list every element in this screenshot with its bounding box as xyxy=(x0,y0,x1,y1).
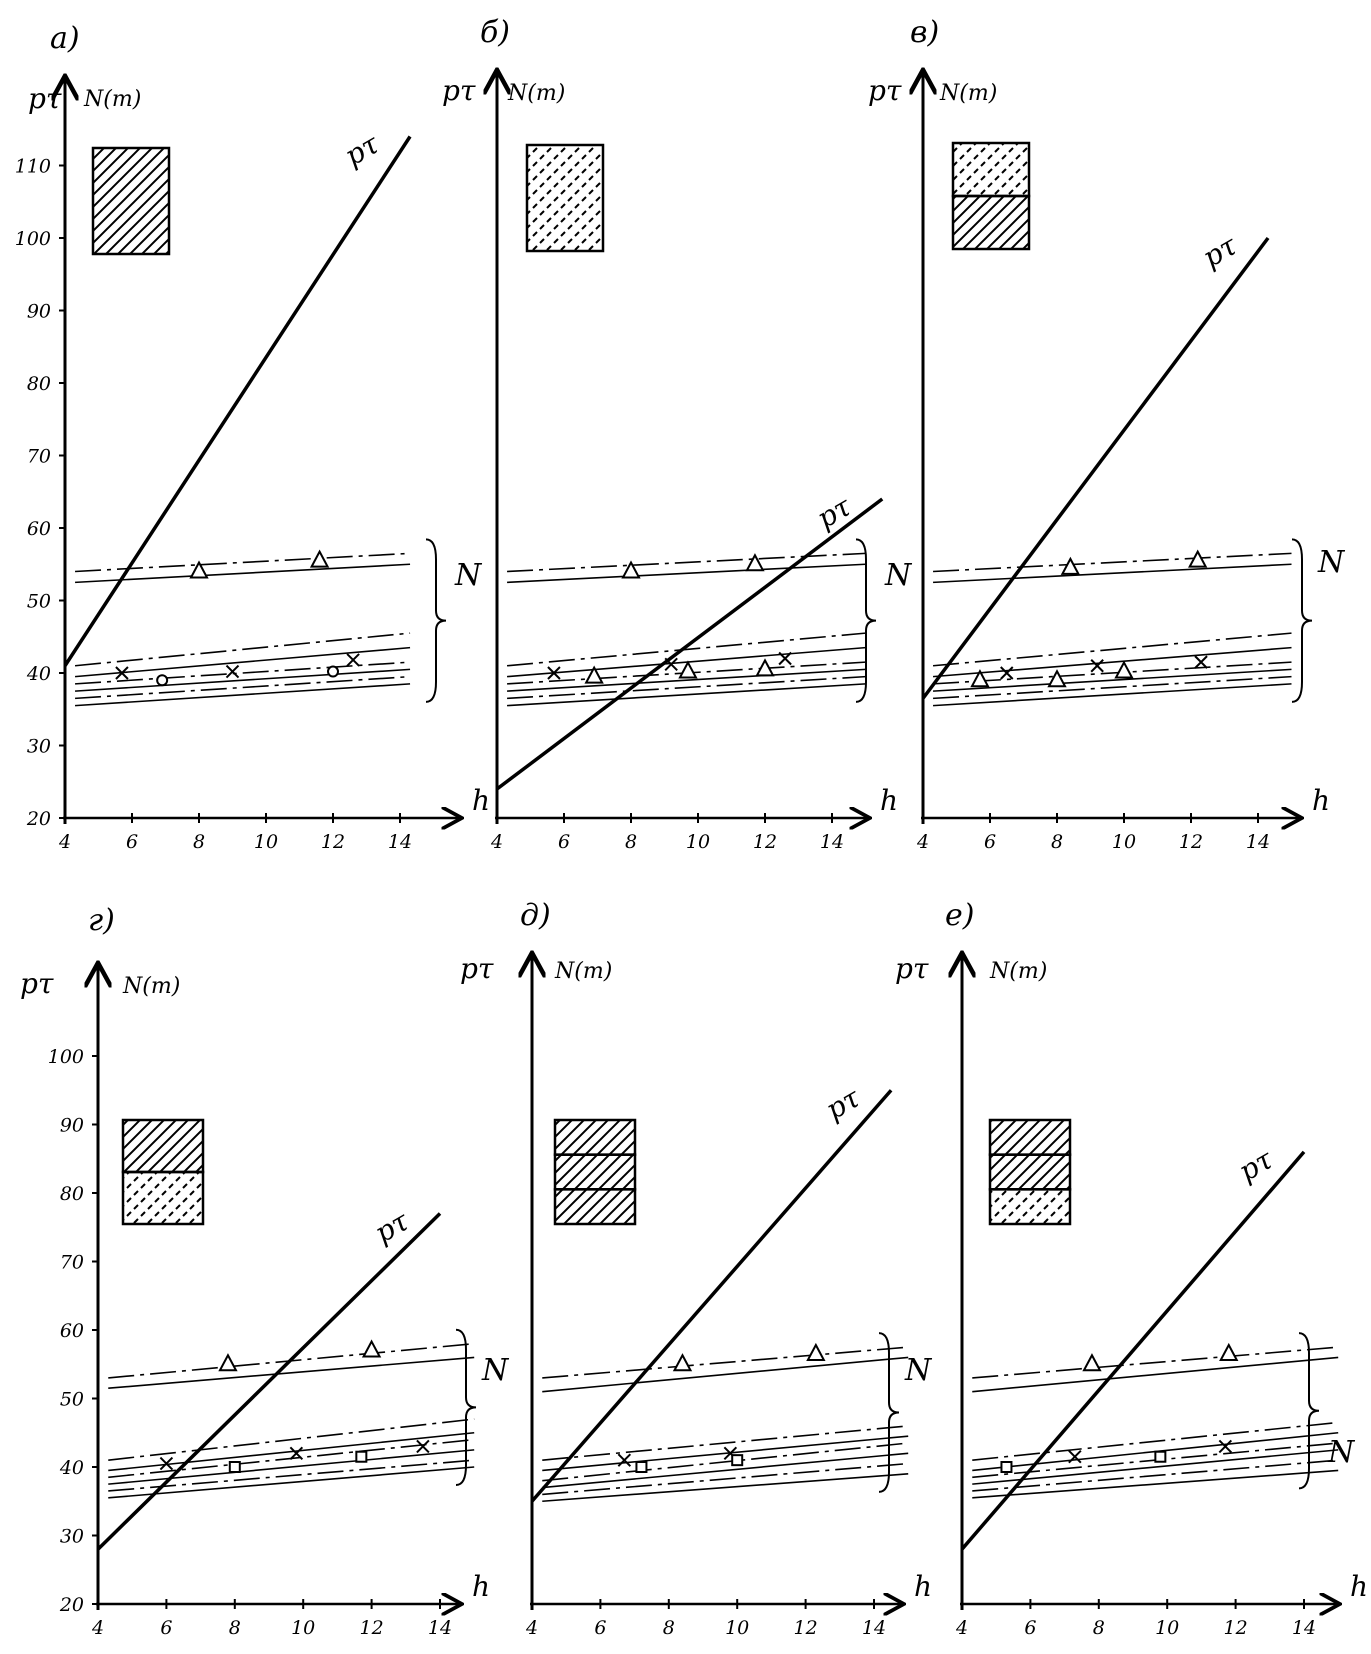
x-tick-label: 10 xyxy=(685,831,711,853)
x-tick-label: 8 xyxy=(228,1617,241,1639)
n-band-line xyxy=(933,553,1291,571)
legend-box xyxy=(123,1120,203,1224)
marker-triangle xyxy=(747,555,763,570)
y-axis-title-primary: pτ xyxy=(460,952,494,985)
x-axis-title: h xyxy=(1312,784,1331,817)
panel-2 xyxy=(442,15,913,853)
legend-band-dash xyxy=(123,1172,203,1224)
legend-band-dash xyxy=(527,145,603,251)
x-tick-label: 12 xyxy=(793,1617,818,1639)
y-tick-label: 90 xyxy=(59,1114,84,1137)
marker-triangle xyxy=(364,1342,380,1357)
legend-band-hatch xyxy=(990,1155,1070,1190)
marker-triangle xyxy=(674,1355,690,1370)
panel-3 xyxy=(868,15,1346,853)
x-tick-label: 8 xyxy=(192,831,206,853)
x-tick-label: 12 xyxy=(752,831,778,853)
y-axis-title-secondary: N(т) xyxy=(940,81,998,106)
y-tick-label: 100 xyxy=(47,1046,84,1068)
marker-cross xyxy=(1001,667,1013,679)
marker-triangle xyxy=(680,663,696,678)
y-tick-label: 80 xyxy=(26,373,51,395)
n-band-line xyxy=(75,633,410,666)
x-axis-title: h xyxy=(472,784,491,817)
p-tau-label: pτ xyxy=(811,489,857,536)
p-tau-line xyxy=(98,1214,440,1550)
y-tick-label: 40 xyxy=(26,663,51,685)
n-brace xyxy=(1299,1333,1319,1488)
panel-label: е) xyxy=(945,898,975,933)
legend-band-hatch xyxy=(555,1120,635,1155)
marker-square xyxy=(732,1455,742,1465)
n-brace xyxy=(426,539,446,702)
marker-triangle xyxy=(1062,559,1078,574)
n-band-label: N xyxy=(905,1353,932,1388)
legend-band-hatch xyxy=(93,148,169,254)
x-tick-label: 4 xyxy=(490,831,504,853)
legend-box xyxy=(953,143,1029,249)
n-band-line xyxy=(542,1464,908,1495)
marker-square xyxy=(230,1462,240,1472)
n-band-label: N xyxy=(455,558,482,593)
panel-label: б) xyxy=(480,15,511,50)
legend-band-dash xyxy=(953,143,1029,196)
y-tick-label: 50 xyxy=(26,590,51,613)
n-band-line xyxy=(542,1436,908,1470)
x-tick-label: 14 xyxy=(427,1617,453,1639)
x-tick-label: 8 xyxy=(624,831,638,853)
n-band-line xyxy=(933,564,1291,582)
marker-cross xyxy=(1069,1451,1081,1463)
panel-label: г) xyxy=(88,903,115,938)
n-band-line xyxy=(108,1419,474,1460)
x-axis-title: h xyxy=(914,1570,933,1603)
x-tick-label: 14 xyxy=(1291,1617,1317,1639)
p-tau-label: pτ xyxy=(820,1081,866,1127)
x-tick-label: 6 xyxy=(557,831,571,853)
x-tick-label: 6 xyxy=(983,831,997,853)
marker-triangle xyxy=(808,1345,824,1360)
x-tick-label: 12 xyxy=(320,831,346,853)
legend-band-hatch xyxy=(555,1155,635,1190)
x-tick-label: 6 xyxy=(160,1617,173,1639)
y-axis-title-primary: pτ xyxy=(895,952,929,985)
y-axis-title-secondary: N(т) xyxy=(555,959,613,984)
marker-cross xyxy=(1219,1440,1231,1452)
n-band-label: N xyxy=(1318,545,1345,580)
x-tick-label: 4 xyxy=(91,1617,105,1639)
marker-cross xyxy=(227,666,239,678)
y-tick-label: 60 xyxy=(59,1320,84,1342)
marker-triangle xyxy=(1116,663,1132,678)
x-tick-label: 14 xyxy=(1245,831,1271,853)
marker-cross xyxy=(1091,660,1103,672)
y-tick-label: 30 xyxy=(26,735,51,758)
x-tick-label: 14 xyxy=(819,831,845,853)
marker-triangle xyxy=(1221,1345,1237,1360)
n-brace xyxy=(879,1333,899,1492)
x-tick-label: 8 xyxy=(1092,1617,1105,1639)
panel-6 xyxy=(895,898,1368,1639)
legend-box xyxy=(990,1120,1070,1224)
x-tick-label: 10 xyxy=(253,831,279,853)
marker-cross xyxy=(618,1454,630,1466)
marker-triangle xyxy=(1049,671,1065,686)
marker-cross xyxy=(417,1440,429,1452)
x-tick-label: 4 xyxy=(525,1617,539,1639)
panel-4 xyxy=(20,903,510,1639)
panel-label: в) xyxy=(910,15,940,50)
y-axis-title-primary: pτ xyxy=(868,74,902,107)
x-tick-label: 12 xyxy=(1178,831,1204,853)
y-axis-title-primary: pτ xyxy=(442,74,476,107)
marker-square xyxy=(356,1452,366,1462)
legend-band-hatch xyxy=(953,196,1029,249)
x-tick-label: 14 xyxy=(387,831,413,853)
y-tick-label: 20 xyxy=(59,1594,84,1616)
y-axis-title-secondary: N(т) xyxy=(84,87,142,112)
y-axis-title-secondary: N(т) xyxy=(990,959,1048,984)
x-tick-label: 8 xyxy=(1050,831,1064,853)
y-tick-label: 100 xyxy=(14,228,51,250)
y-tick-label: 90 xyxy=(26,300,51,323)
n-band-line xyxy=(542,1474,908,1501)
legend-band-hatch xyxy=(555,1189,635,1224)
p-tau-label: pτ xyxy=(339,127,385,173)
n-band-line xyxy=(507,633,865,666)
marker-square xyxy=(1155,1452,1165,1462)
x-tick-label: 12 xyxy=(359,1617,384,1639)
x-axis-title: h xyxy=(1350,1570,1369,1603)
x-tick-label: 12 xyxy=(1223,1617,1248,1639)
marker-circle xyxy=(328,667,338,677)
y-axis-title-primary: pτ xyxy=(20,967,54,1000)
x-tick-label: 10 xyxy=(725,1617,750,1639)
y-tick-label: 70 xyxy=(59,1251,84,1274)
y-tick-label: 30 xyxy=(59,1525,84,1548)
legend-box xyxy=(555,1120,635,1224)
x-tick-label: 4 xyxy=(916,831,930,853)
panel-5 xyxy=(460,898,933,1639)
n-band-label: N xyxy=(1328,1435,1355,1470)
marker-cross xyxy=(347,654,359,666)
marker-cross xyxy=(1195,656,1207,668)
y-tick-label: 70 xyxy=(26,445,51,468)
x-axis-title: h xyxy=(472,1570,491,1603)
legend-box xyxy=(527,145,603,251)
y-tick-label: 50 xyxy=(59,1388,84,1411)
y-tick-label: 40 xyxy=(59,1457,84,1479)
p-tau-label: pτ xyxy=(1197,228,1243,275)
legend-band-hatch xyxy=(990,1120,1070,1155)
p-tau-line xyxy=(497,499,882,789)
y-axis-title-secondary: N(т) xyxy=(123,974,181,999)
y-tick-label: 110 xyxy=(14,155,51,178)
legend-box xyxy=(93,148,169,254)
y-tick-label: 20 xyxy=(26,808,51,830)
y-axis-title-primary: pτ xyxy=(28,82,62,115)
panel-label: д) xyxy=(520,898,551,933)
marker-square xyxy=(1001,1462,1011,1472)
panel-label: а) xyxy=(50,21,80,56)
x-tick-label: 10 xyxy=(291,1617,316,1639)
x-tick-label: 8 xyxy=(662,1617,675,1639)
x-tick-label: 14 xyxy=(861,1617,887,1639)
x-tick-label: 6 xyxy=(594,1617,607,1639)
x-tick-label: 4 xyxy=(955,1617,969,1639)
y-tick-label: 80 xyxy=(59,1183,84,1205)
x-tick-label: 10 xyxy=(1155,1617,1180,1639)
legend-band-dash xyxy=(990,1189,1070,1224)
x-tick-label: 4 xyxy=(58,831,72,853)
marker-triangle xyxy=(312,552,328,567)
n-band-line xyxy=(933,633,1291,666)
p-tau-label: pτ xyxy=(1233,1142,1279,1188)
legend-band-hatch xyxy=(123,1120,203,1172)
n-brace xyxy=(1292,539,1312,702)
y-tick-label: 60 xyxy=(26,518,51,540)
n-band-label: N xyxy=(482,1353,509,1388)
x-axis-title: h xyxy=(880,784,899,817)
p-tau-label: pτ xyxy=(369,1204,415,1250)
p-tau-line xyxy=(923,238,1268,698)
panel-1 xyxy=(15,21,490,853)
x-tick-label: 10 xyxy=(1111,831,1137,853)
marker-circle xyxy=(157,675,167,685)
n-band-line xyxy=(507,564,865,582)
marker-triangle xyxy=(220,1355,236,1370)
n-band-line xyxy=(542,1426,908,1460)
n-band-label: N xyxy=(885,558,912,593)
x-tick-label: 6 xyxy=(125,831,139,853)
y-axis-title-secondary: N(т) xyxy=(508,81,566,106)
x-tick-label: 6 xyxy=(1024,1617,1037,1639)
n-band-line xyxy=(75,553,410,571)
marker-square xyxy=(636,1462,646,1472)
n-band-line xyxy=(507,553,865,571)
marker-triangle xyxy=(1084,1355,1100,1370)
